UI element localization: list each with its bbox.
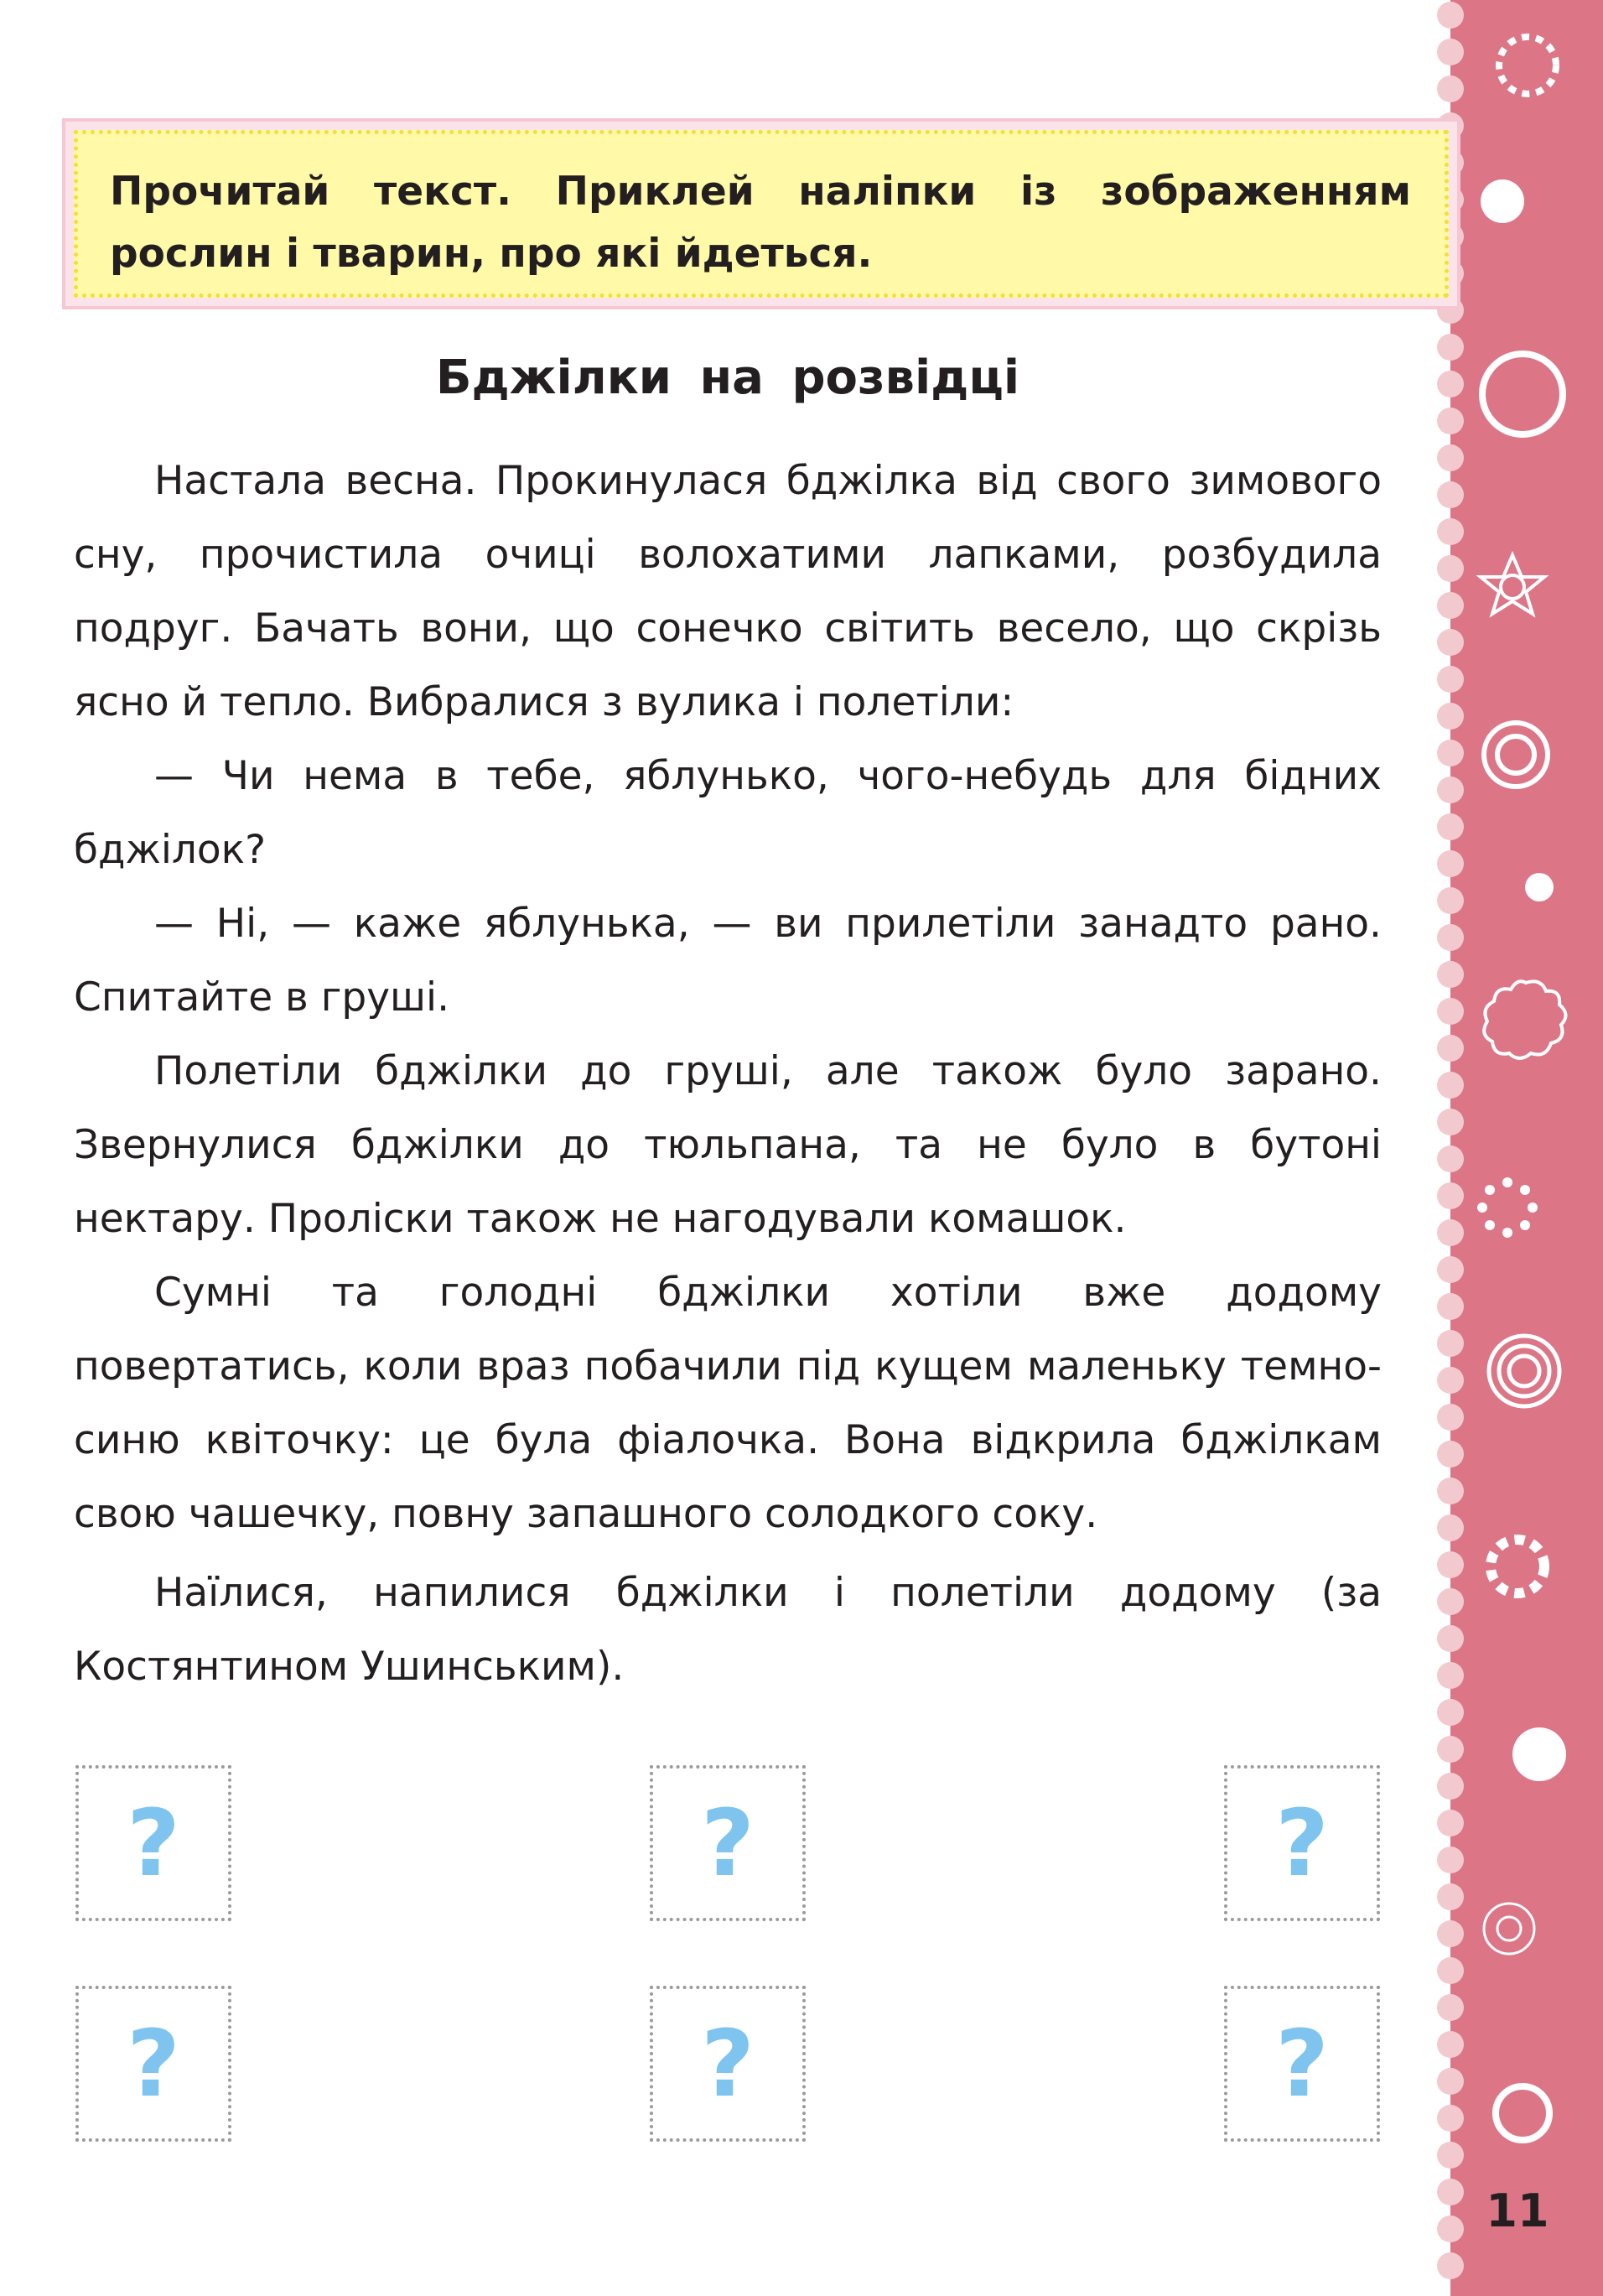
scallop-dot (1437, 1330, 1464, 1357)
scallop-dot (1437, 1551, 1464, 1578)
scallop-dot (1437, 555, 1464, 582)
scallop-dot (1437, 297, 1464, 324)
scallop-dot (1437, 1699, 1464, 1726)
sticker-slot[interactable] (1224, 1986, 1380, 2142)
double-ring-ornament (1484, 723, 1548, 787)
scallop-dot (1437, 887, 1464, 914)
thick-dashed-ring-ornament (1491, 1540, 1544, 1593)
scallop-dot (1437, 1109, 1464, 1135)
scallop-dot (1437, 1588, 1464, 1615)
scallop-dot (1437, 371, 1464, 397)
scallop-dot (1437, 740, 1464, 766)
scallop-dot (1437, 1883, 1464, 1910)
scallop-dot (1437, 1404, 1464, 1431)
sticker-slot[interactable] (650, 1986, 806, 2142)
scallop-dot (1437, 1736, 1464, 1763)
story-paragraph: Сумні та голодні бджілки хотіли вже додому повертатись, коли враз побачили під кущем маленьку темно-синю квіточку: це була фіалочка. Вона відкрила бджілкам свою чашечку, повну запашного солодкого соку. (74, 1270, 1382, 1537)
scallop-dot (1437, 703, 1464, 730)
scallop-dot (1437, 2, 1464, 29)
story-text (74, 444, 1382, 1704)
page-number: 11 (1486, 2184, 1549, 2237)
story-paragraph: Полетіли бджілки до груші, але також було зарано. Звернулися бджілки до тюльпана, та не було в бутоні нектару. Проліски також не нагодували комашок. (74, 1048, 1382, 1242)
scallop-dot (1437, 777, 1464, 803)
sticker-slot[interactable] (75, 1986, 231, 2142)
scallop-dot (1437, 2142, 1464, 2169)
scallop-dot (1437, 666, 1464, 693)
scallop-dot (1437, 1625, 1464, 1652)
dashed-ring-ornament (1499, 37, 1556, 94)
sticker-slot[interactable] (1224, 1765, 1380, 1921)
instruction-box (74, 130, 1449, 298)
scallop-dot (1437, 1072, 1464, 1099)
scallop-dot (1437, 408, 1464, 434)
scallop-dot (1437, 1994, 1464, 2021)
question-mark-icon: ? (127, 1790, 180, 1897)
scallop-dot (1437, 481, 1464, 508)
scallop-dot (1437, 1847, 1464, 1873)
scallop-dot (1437, 1145, 1464, 1172)
question-mark-icon: ? (127, 2010, 180, 2117)
story-paragraph: — Чи нема в тебе, яблунько, чого-небудь для бідних бджілок? (74, 753, 1382, 873)
scallop-dot (1437, 1514, 1464, 1541)
scallop-dot (1437, 2105, 1464, 2132)
scallop-dot (1437, 850, 1464, 877)
scallop-dot (1437, 1182, 1464, 1209)
question-mark-icon: ? (701, 2010, 755, 2117)
scallop-dot (1437, 334, 1464, 361)
scallop-dot (1437, 39, 1464, 65)
strip-ornaments (1476, 0, 1576, 2013)
scallop-dot (1437, 1441, 1464, 1467)
scallop-dot (1437, 2179, 1464, 2205)
scallop-dot (1437, 924, 1464, 951)
scallop-dot (1437, 2215, 1464, 2242)
story-paragraph: Настала весна. Прокинулася бджілка від свого зимового сну, прочистила очиці волохатими лапками, розбудила подруг. Бачать вони, що сонечко світить весело, що скрізь ясно й тепло. Вибралися з вулика і полетіли: (74, 458, 1382, 725)
scallop-dot (1437, 1256, 1464, 1283)
scallop-dot (1437, 1478, 1464, 1504)
story-title: Бджілки на розвідці (435, 351, 1020, 405)
big-dot-ornament (1512, 1727, 1566, 1781)
scallop-dot (1437, 629, 1464, 656)
scallop-dot (1437, 1957, 1464, 1984)
scallop-dot (1437, 2252, 1464, 2279)
scallop-dot (1437, 1920, 1464, 1947)
bottom-ring-ornament (1476, 2071, 1576, 2155)
triple-ring-ornament (1489, 1336, 1559, 1406)
scallop-dot (1437, 998, 1464, 1025)
question-mark-icon: ? (701, 1790, 755, 1897)
scallop-dot (1437, 1662, 1464, 1689)
scallop-dot (1437, 1810, 1464, 1836)
scallop-dot (1437, 2031, 1464, 2058)
scallop-dot (1437, 961, 1464, 988)
dot-ornament (1481, 179, 1524, 223)
ring-ornament (1482, 354, 1563, 434)
story-paragraph: — Ні, — каже яблунька, — ви прилетіли занадто рано. Спитайте в груші. (74, 901, 1382, 1021)
wavy-blob-ornament (1484, 981, 1565, 1058)
scallop-dot (1437, 1773, 1464, 1800)
swirl-ornament (1484, 1904, 1534, 1954)
scallop-dot (1437, 2068, 1464, 2095)
question-mark-icon: ? (1275, 2010, 1329, 2117)
scallop-dot (1437, 1035, 1464, 1062)
scallop-dot (1437, 1219, 1464, 1246)
scallop-dot (1437, 1367, 1464, 1394)
question-mark-icon: ? (1275, 1790, 1329, 1897)
scallop-dot (1437, 518, 1464, 545)
instruction-text: Прочитай текст. Приклей наліпки із зображенням рослин і тварин, про які йдеться. (110, 169, 1411, 277)
small-dot-ornament (1525, 873, 1554, 901)
scallop-dot (1437, 444, 1464, 471)
strip-scalloped-edge (1437, 0, 1471, 2296)
sticker-slot[interactable] (75, 1765, 231, 1921)
scallop-dot (1437, 75, 1464, 102)
scallop-dot (1437, 1293, 1464, 1320)
scallop-dot (1437, 813, 1464, 840)
star-ornament (1481, 555, 1544, 614)
dotted-ring-ornament (1477, 1177, 1538, 1238)
scallop-dot (1437, 592, 1464, 619)
sticker-slot[interactable] (650, 1765, 806, 1921)
story-paragraph: Наїлися, напилися бджілки і полетіли додому (за Костянтином Ушинським). (74, 1570, 1382, 1690)
